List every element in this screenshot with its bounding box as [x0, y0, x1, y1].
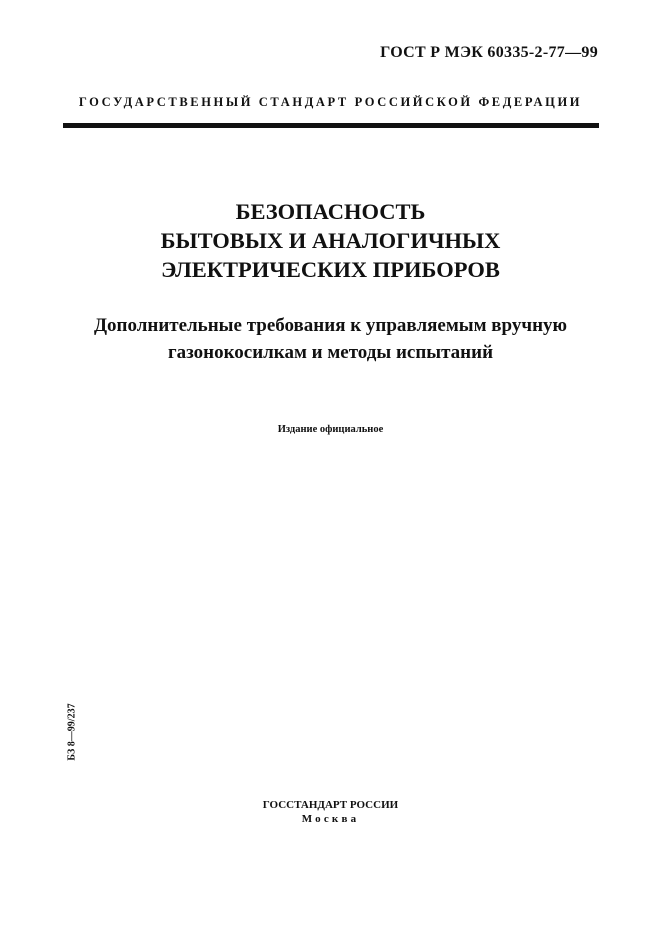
subtitle-line: Дополнительные требования к управляемым вручную	[93, 315, 568, 336]
main-title-line: БЕЗОПАСНОСТЬ	[235, 199, 426, 224]
subtitle-line: газонокосилкам и методы испытаний	[167, 342, 494, 363]
header-divider	[63, 123, 599, 128]
main-title-line: ЭЛЕКТРИЧЕСКИХ ПРИБОРОВ	[161, 257, 500, 282]
document-code: ГОСТ Р МЭК 60335-2-77—99	[380, 44, 598, 61]
main-title-line: БЫТОВЫХ И АНАЛОГИЧНЫХ	[160, 228, 501, 253]
side-catalog-code: БЗ 8—99/237	[66, 703, 78, 761]
publisher-city: Москва	[301, 813, 360, 825]
subtitle	[40, 312, 621, 366]
edition-note: Издание официальное	[277, 424, 384, 435]
publisher: ГОССТАНДАРТ РОССИИ	[262, 799, 399, 811]
state-standard-heading: ГОСУДАРСТВЕННЫЙ СТАНДАРТ РОССИЙСКОЙ ФЕДЕРАЦИИ	[78, 95, 583, 109]
main-title	[40, 197, 621, 284]
